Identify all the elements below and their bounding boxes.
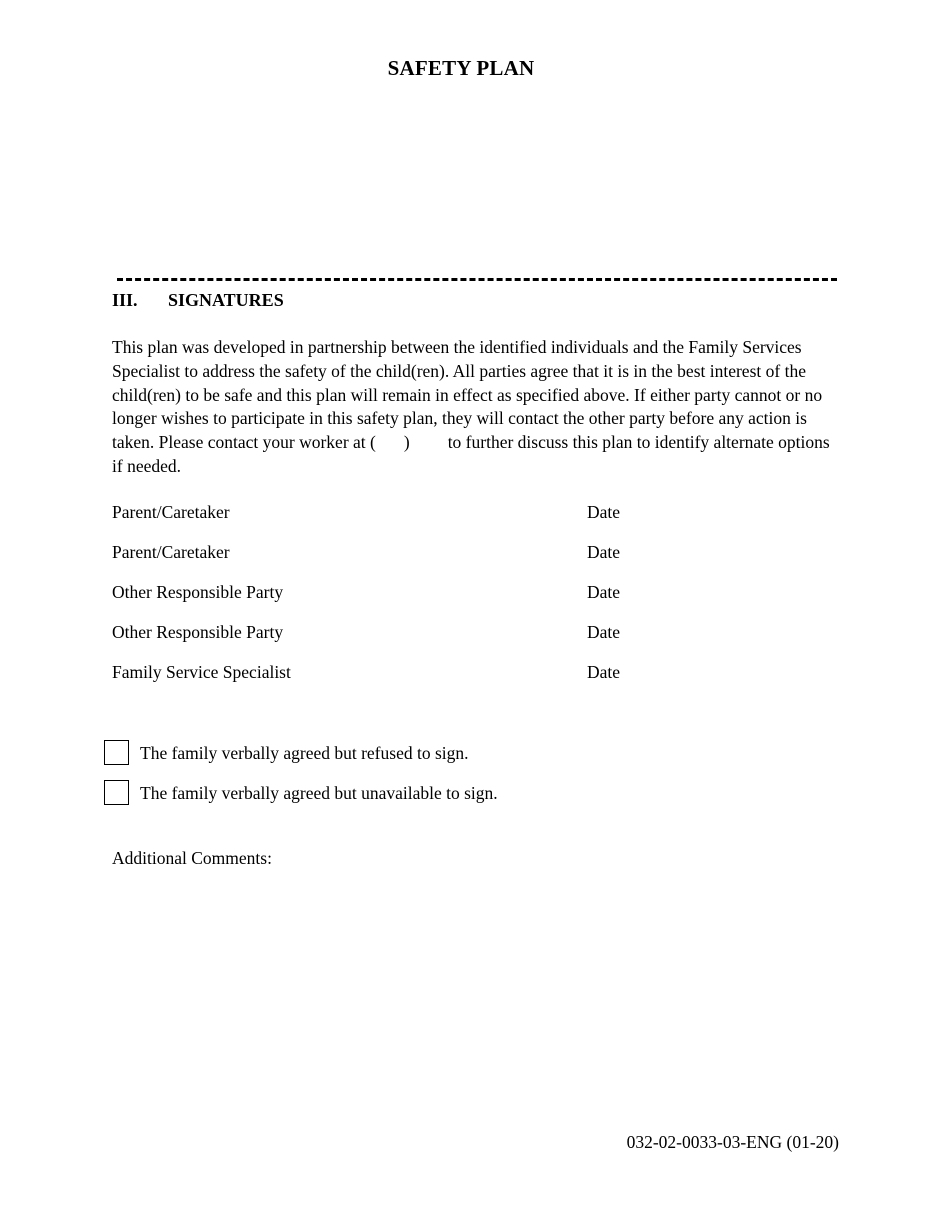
signature-party-label: Parent/Caretaker	[112, 542, 230, 562]
phone-close-paren: )	[403, 432, 410, 453]
signature-date-label: Date	[587, 622, 621, 642]
signature-date-label: Date	[587, 582, 621, 602]
form-code: 032-02-0033-03-ENG (01-20)	[626, 1132, 839, 1152]
signature-party-label: Parent/Caretaker	[112, 502, 230, 522]
signature-row	[112, 622, 672, 646]
agreement-paragraph	[112, 336, 842, 479]
additional-comments-label: Additional Comments:	[112, 848, 272, 868]
refused-to-sign-label: The family verbally agreed but refused to sign.	[140, 743, 469, 763]
section-title: SIGNATURES	[168, 290, 284, 310]
signature-row	[112, 542, 672, 566]
unavailable-to-sign-label: The family verbally agreed but unavailable to sign.	[140, 783, 498, 803]
document-title: SAFETY PLAN	[387, 56, 535, 80]
dashed-divider	[117, 278, 837, 281]
signature-party-label: Family Service Specialist	[112, 662, 291, 682]
section-number: III.	[112, 290, 138, 310]
signature-date-label: Date	[587, 542, 621, 562]
signature-date-label: Date	[587, 662, 621, 682]
paragraph-part-1: This plan was developed in partnership between the identified individuals and the Family Services Specialist to address the safety of the child(ren). All parties agree that it is in the best interest of the child(ren) to be safe and this plan will remain in effect as specified above. If either party cannot or no longer wishes to participate in this safety plan, they will contact the other party before any action is taken. Please contact your worker at (	[112, 337, 823, 453]
paragraph-part-2: to further discuss this plan to identify alternate options if needed.	[112, 432, 830, 476]
signature-row	[112, 502, 672, 526]
signature-row	[112, 662, 672, 686]
signature-party-label: Other Responsible Party	[112, 582, 284, 602]
section-heading	[112, 290, 284, 311]
signature-party-label: Other Responsible Party	[112, 622, 284, 642]
unavailable-to-sign-checkbox[interactable]	[104, 780, 129, 805]
signature-row	[112, 582, 672, 606]
refused-to-sign-checkbox[interactable]	[104, 740, 129, 765]
signature-date-label: Date	[587, 502, 621, 522]
